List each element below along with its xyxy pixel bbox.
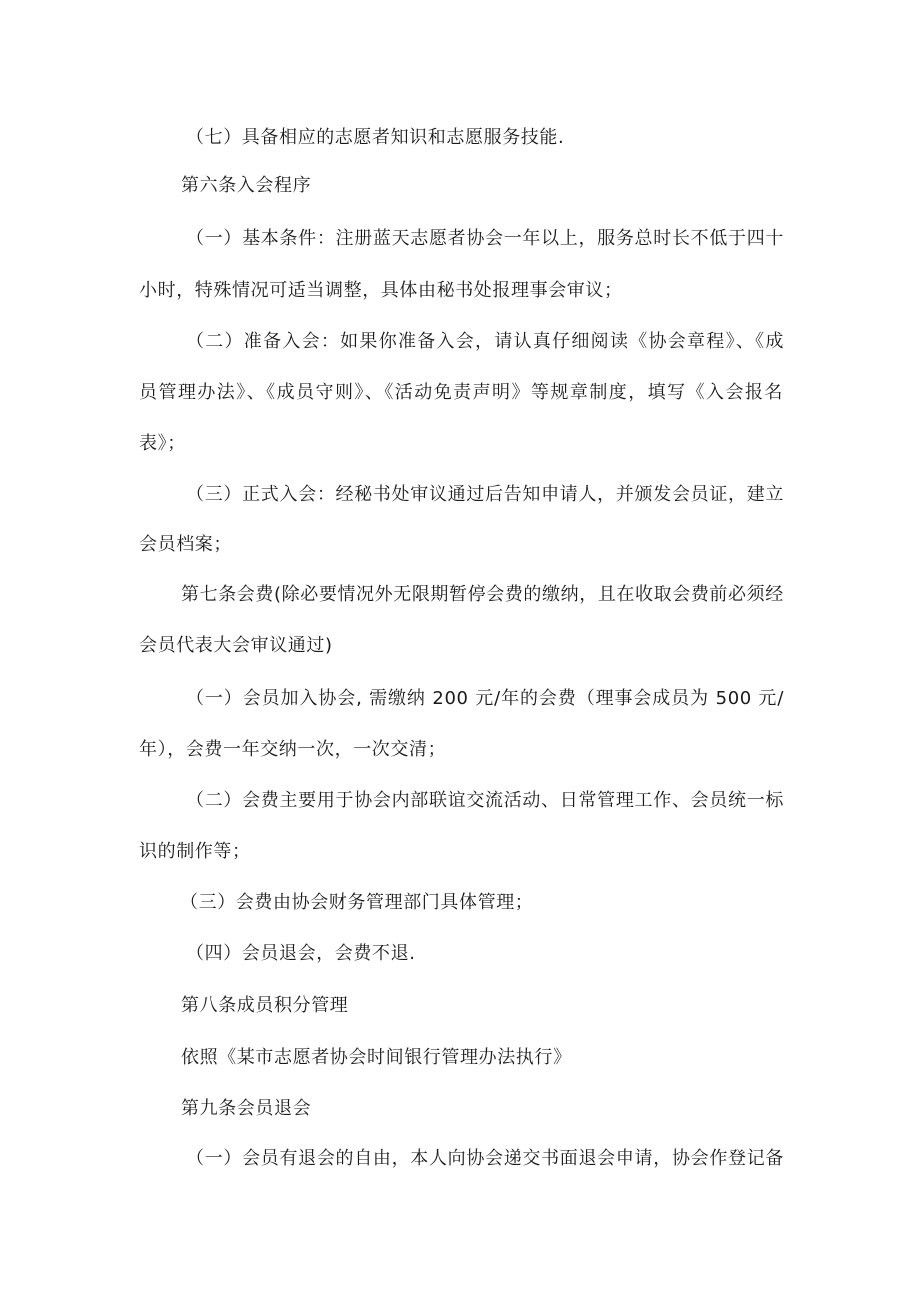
article-9-heading: 第九条会员退会 (181, 1098, 312, 1119)
article-7-heading-line-1: 第七条会费(除必要情况外无限期暂停会费的缴纳，且在收取会费前必须经 (181, 584, 784, 605)
article-6-item-2-line-2: 员管理办法》、《成员守则》、《活动免责声明》等规章制度，填写《入会报名 (139, 382, 783, 403)
article-7-item-2-line-1: （二）会费主要用于协会内部联谊交流活动、日常管理工作、会员统一标 (186, 790, 784, 811)
article-6-item-3-line-1: （三）正式入会：经秘书处审议通过后告知申请人，并颁发会员证，建立 (186, 484, 784, 505)
article-7-item-2-line-2: 识的制作等； (139, 841, 251, 862)
article-9-item-1-line-1: （一）会员有退会的自由，本人向协会递交书面退会申请，协会作登记备 (186, 1148, 784, 1169)
article-8-heading: 第八条成员积分管理 (181, 995, 349, 1016)
article-6-item-3-line-2: 会员档案； (139, 534, 232, 555)
article-6-item-1-line-2: 小时，特殊情况可适当调整，具体由秘书处报理事会审议； (139, 280, 623, 301)
article-6-item-1-line-1: （一）基本条件：注册蓝天志愿者协会一年以上，服务总时长不低于四十 (186, 228, 784, 249)
article-7-heading-line-2: 会员代表大会审议通过) (139, 635, 333, 656)
article-7-item-3: （三）会费由协会财务管理部门具体管理； (180, 892, 534, 913)
article-6-heading: 第六条入会程序 (181, 175, 312, 196)
clause-7-item-7: （七）具备相应的志愿者知识和志愿服务技能. (186, 127, 565, 148)
article-7-item-1-line-2: 年），会费一年交纳一次，一次交清； (139, 739, 447, 760)
article-8-body: 依照《某市志愿者协会时间银行管理办法执行》 (181, 1047, 572, 1068)
article-6-item-2-line-3: 表》； (139, 433, 186, 454)
article-6-item-2-line-1: （二）准备入会：如果你准备入会，请认真仔细阅读《协会章程》、《成 (186, 331, 784, 352)
article-7-item-4: （四）会员退会，会费不退. (186, 943, 416, 964)
article-7-item-1-line-1: （一）会员加入协会, 需缴纳 200 元/年的会费（理事会成员为 500 元/ (186, 688, 784, 709)
